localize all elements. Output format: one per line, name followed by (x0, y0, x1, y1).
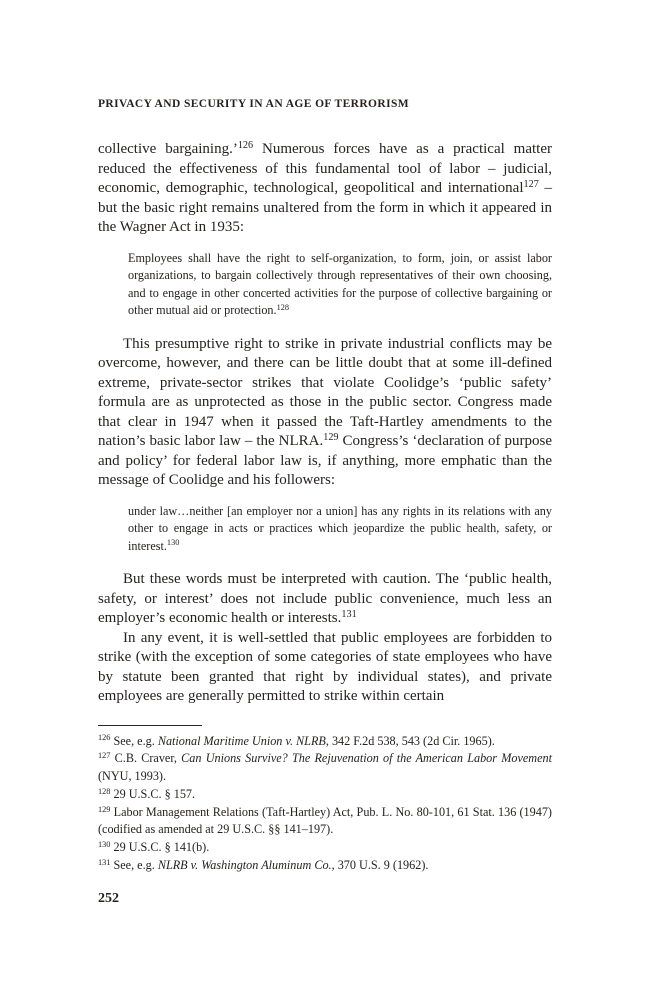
body-paragraph-2: This presumptive right to strike in private industrial conflicts may be overcome, however, and there can be little doubt that at some ill-defined extreme, private-sector strikes that violate Coolidge’s ‘public safety’ formula are as unprotected as those in the public sector. Congress made that clear in 1947 when it passed the Taft-Hartley amendments to the nation’s basic labor law – the NLRA.$^{129}$ Congress’s ‘declaration of purpose and policy’ for federal labor law is, if anything, more emphatic than the message of Coolidge and his followers: (98, 335, 552, 488)
body-paragraph-3: But these words must be interpreted with caution. The ‘public health, safety, or interest’ does not include public convenience, much less an employer’s economic health or interests.$^{131}$ (98, 571, 552, 626)
footnote-section (98, 733, 552, 875)
running-header: PRIVACY AND SECURITY IN AN AGE OF TERRORISM (98, 98, 410, 110)
footnote-129: $^{129}$ Labor Management Relations (Taft-Hartley) Act, Pub. L. No. 80-101, 61 Stat. 136 (1947) (codified as amended at 29 U.S.C. §§ 141–197). (98, 804, 552, 837)
footnote-130: $^{130}$ 29 U.S.C. § 141(b). (98, 840, 210, 855)
block-quote-1: Employees shall have the right to self-organization, to form, join, or assist labor organizations, to bargain collectively through representatives of their own choosing, and to engage in other concerted activities for the purpose of collective bargaining or other mutual aid or protection.$^{128}$ (128, 250, 552, 317)
footnote-128: $^{128}$ 29 U.S.C. § 157. (98, 786, 196, 801)
footnote-127: $^{127}$ C.B. Craver, Can Unions Survive? The Rejuvenation of the American Labor Movement (NYU, 1993). (98, 751, 552, 784)
footnote-126: $^{126}$ See, e.g. National Maritime Union v. NLRB, 342 F.2d 538, 543 (2d Cir. 1965). (98, 733, 495, 748)
body-paragraph-1: collective bargaining.’$^{126}$ Numerous forces have as a practical matter reduced the effectiveness of this fundamental tool of labor – judicial, economic, demographic, technological, geopolitical and international$^{127}$ – but the basic right remains unaltered from the form in which it appeared in the Wagner Act in 1935: (98, 139, 553, 235)
footnote-131: $^{131}$ See, e.g. NLRB v. Washington Aluminum Co., 370 U.S. 9 (1962). (98, 857, 429, 873)
block-quote-2: under law…neither [an employer nor a union] has any rights in its relations with any other to engage in acts or practices which jeopardize the public health, safety, or interest.$^{130}$ (128, 503, 552, 553)
body-paragraph-4: In any event, it is well-settled that public employees are forbidden to strike (with the exception of some categories of state employees who have by statute been granted that right by individual states), and private employees are generally permitted to strike within certain (98, 629, 552, 704)
footnote-separator-rule (98, 725, 202, 726)
page-number: 252 (98, 890, 119, 906)
